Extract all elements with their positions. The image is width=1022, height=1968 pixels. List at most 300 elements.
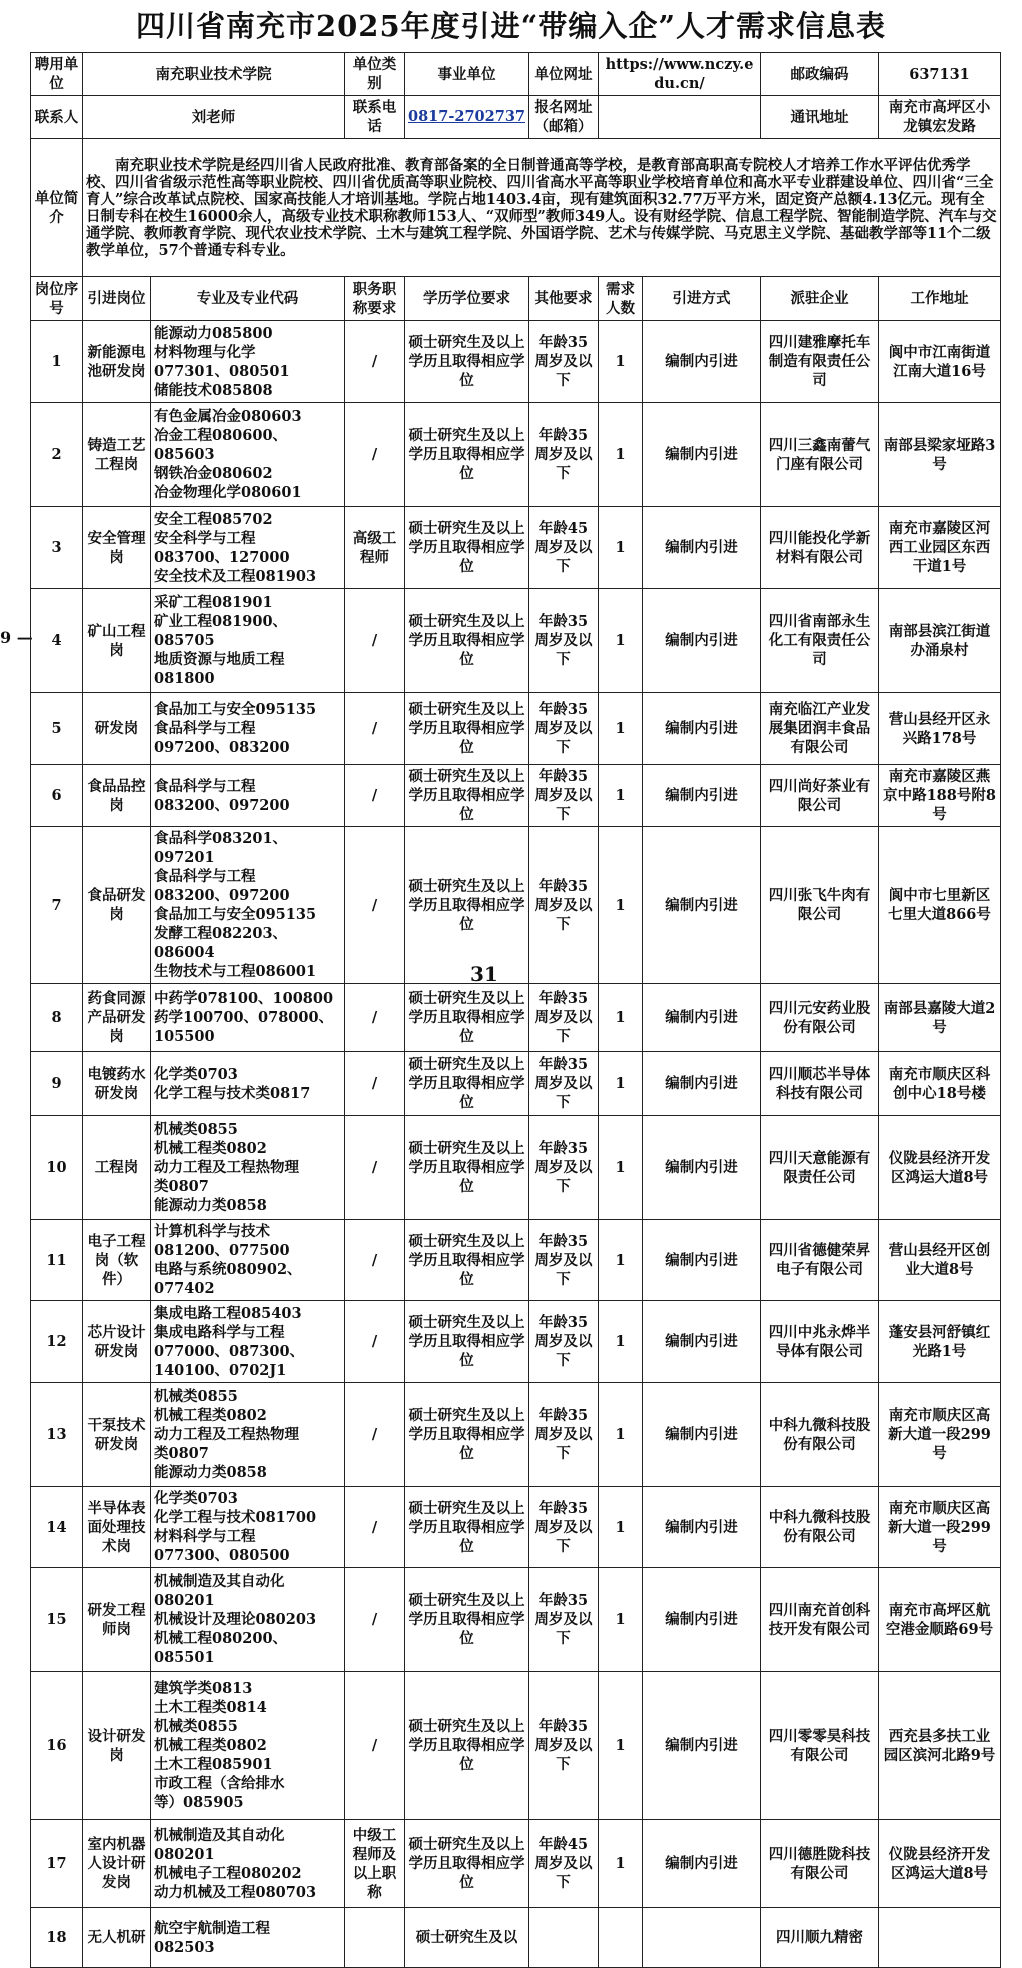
row-no: 2 [31, 403, 83, 507]
header-col-company: 派驻企业 [761, 277, 879, 321]
row-major [151, 1383, 345, 1487]
address-label: 通讯地址 [761, 96, 879, 139]
row-company: 四川尚好茶业有限公司 [761, 765, 879, 827]
major-line: 化学类0703 [154, 1065, 238, 1083]
major-line: 食品科学与工程 [154, 868, 256, 885]
row-company: 四川中兆永烨半导体有限公司 [761, 1301, 879, 1383]
table-row [31, 589, 1001, 693]
row-other: 年龄35周岁及以下 [529, 403, 599, 507]
major-line: 化学工程与技术类0817 [154, 1084, 311, 1102]
major-line: 077402 [154, 1280, 215, 1297]
row-address: 仪陇县经济开发区鸿运大道8号 [879, 1116, 1001, 1220]
row-address: 南部县梁家垭路3号 [879, 403, 1001, 507]
header-col-edu: 学历学位要求 [405, 277, 529, 321]
major-line: 机械工程类0802 [154, 1407, 267, 1424]
major-line: 食品加工与安全095135 [154, 701, 317, 718]
row-edu: 硕士研究生及以上学历且取得相应学位 [405, 1116, 529, 1220]
row-company: 四川能投化学新材料有限公司 [761, 507, 879, 589]
website-label: 单位网址 [529, 53, 599, 96]
row-post: 芯片设计研发岗 [83, 1301, 151, 1383]
major-line: 动力工程及工程热物理 [154, 1159, 299, 1176]
header-col-count: 需求人数 [599, 277, 643, 321]
header-col-title: 职务职称要求 [345, 277, 405, 321]
info-row-contact [31, 96, 1001, 139]
major-line: 有色金属冶金080603 [154, 408, 302, 425]
row-title-req: / [345, 1301, 405, 1383]
row-title-req: 中级工程师及以上职称 [345, 1820, 405, 1908]
header-col-address: 工作地址 [879, 277, 1001, 321]
major-line: 077000、087300、 [154, 1342, 305, 1360]
header-col-other: 其他要求 [529, 277, 599, 321]
major-line: 机械类0855 [154, 1121, 238, 1138]
row-company: 四川三鑫南蕾气门座有限公司 [761, 403, 879, 507]
major-line: 类0807 [154, 1178, 209, 1195]
row-method [643, 1908, 761, 1968]
major-line: 机械工程080200、 [154, 1630, 288, 1647]
row-address: 南充市顺庆区高新大道一段299号 [879, 1487, 1001, 1568]
row-other: 年龄35周岁及以下 [529, 1116, 599, 1220]
row-edu: 硕士研究生及以上学历且取得相应学位 [405, 507, 529, 589]
major-line: 机械类0855 [154, 1388, 238, 1405]
row-edu: 硕士研究生及以上学历且取得相应学位 [405, 589, 529, 693]
email-label: 报名网址（邮箱） [529, 96, 599, 139]
talent-demand-table [30, 52, 1001, 1968]
employer-label: 聘用单位 [31, 53, 83, 96]
website-value[interactable]: https://www.nczy.edu.cn/ [599, 53, 761, 96]
table-row [31, 1116, 1001, 1220]
major-line: 生物技术与工程086001 [154, 963, 317, 980]
row-major [151, 827, 345, 984]
major-line: 082503 [154, 1938, 215, 1956]
major-line: 083200、097200 [154, 887, 290, 904]
header-col-no: 岗位序号 [31, 277, 83, 321]
table-row [31, 1568, 1001, 1672]
row-method: 编制内引进 [643, 693, 761, 765]
row-count: 1 [599, 1568, 643, 1672]
major-line: 086004 [154, 944, 215, 961]
row-post: 研发工程师岗 [83, 1568, 151, 1672]
table-row [31, 1487, 1001, 1568]
row-other: 年龄35周岁及以下 [529, 765, 599, 827]
row-edu: 硕士研究生及以上学历且取得相应学位 [405, 693, 529, 765]
header-col-post: 引进岗位 [83, 277, 151, 321]
row-address: 阆中市江南街道江南大道16号 [879, 321, 1001, 403]
row-count: 1 [599, 1052, 643, 1116]
row-major [151, 1220, 345, 1301]
row-no: 14 [31, 1487, 83, 1568]
major-line: 机械工程类0802 [154, 1140, 267, 1157]
major-line: 097201 [154, 849, 215, 866]
row-other: 年龄35周岁及以下 [529, 1052, 599, 1116]
table-row [31, 321, 1001, 403]
address-value: 南充市高坪区小龙镇宏发路 [879, 96, 1001, 139]
row-post: 工程岗 [83, 1116, 151, 1220]
row-edu: 硕士研究生及以上学历且取得相应学位 [405, 1568, 529, 1672]
row-company: 四川省德健荣昇电子有限公司 [761, 1220, 879, 1301]
row-count: 1 [599, 1672, 643, 1820]
row-company: 四川元安药业股份有限公司 [761, 984, 879, 1052]
unit-type-value: 事业单位 [405, 53, 529, 96]
row-address: 营山县经开区永兴路178号 [879, 693, 1001, 765]
table-row [31, 693, 1001, 765]
row-edu: 硕士研究生及以上学历且取得相应学位 [405, 403, 529, 507]
row-post: 室内机器人设计研发岗 [83, 1820, 151, 1908]
row-post: 干泵技术研发岗 [83, 1383, 151, 1487]
major-line: 081200、077500 [154, 1242, 290, 1259]
row-method: 编制内引进 [643, 1568, 761, 1672]
row-other: 年龄35周岁及以下 [529, 321, 599, 403]
row-no: 16 [31, 1672, 83, 1820]
major-line: 食品科学与工程 [154, 720, 256, 737]
row-count: 1 [599, 693, 643, 765]
row-edu: 硕士研究生及以上学历且取得相应学位 [405, 1220, 529, 1301]
row-other: 年龄35周岁及以下 [529, 984, 599, 1052]
row-method: 编制内引进 [643, 1383, 761, 1487]
row-major [151, 1568, 345, 1672]
major-line: 077301、080501 [154, 362, 290, 380]
row-edu: 硕士研究生及以上学历且取得相应学位 [405, 1383, 529, 1487]
postcode-label: 邮政编码 [761, 53, 879, 96]
row-edu: 硕士研究生及以上学历且取得相应学位 [405, 1301, 529, 1383]
major-line: 动力工程及工程热物理 [154, 1426, 299, 1443]
intro-text: 南充职业技术学院是经四川省人民政府批准、教育部备案的全日制普通高等学校，是教育部高职高专院校人才培养工作水平评估优秀学校、四川省省级示范性高等职业院校、四川省优质高等职业院校、四川省高水平高等职业学校培育单位和高水平专业群建设单位、四川省“三全育人”综合改革试点院校、国家高技能人才培训基地。学院占地1403.4亩，现有建筑面积32.77万平方米，固定资产总额4.13亿元。现有全日制专科在校生16000余人，高级专业技术职称教师153人、“双师型”教师349人。设有财经学院、信息工程学院、智能制造学院、汽车与交通学院、教师教育学院、现代农业技术学院、土木与建筑工程学院、外国语学院、艺术与传媒学院、马克思主义学院、基础教学部等11个二级教学单位，57个普通专科专业。 [83, 139, 1001, 277]
major-line: 等）085905 [154, 1794, 244, 1811]
row-title-req: / [345, 1116, 405, 1220]
row-major [151, 403, 345, 507]
row-other [529, 1908, 599, 1968]
row-method: 编制内引进 [643, 1220, 761, 1301]
row-edu: 硕士研究生及以上学历且取得相应学位 [405, 1820, 529, 1908]
major-line: 材料物理与化学 [154, 343, 256, 361]
header-col-major: 专业及专业代码 [151, 277, 345, 321]
row-title-req: / [345, 1052, 405, 1116]
major-line: 类0807 [154, 1445, 209, 1462]
row-company: 四川建雅摩托车制造有限责任公司 [761, 321, 879, 403]
row-post: 新能源电池研发岗 [83, 321, 151, 403]
row-title-req: / [345, 1220, 405, 1301]
row-no: 3 [31, 507, 83, 589]
major-line: 材料科学与工程 [154, 1528, 256, 1545]
page-title: 四川省南充市2025年度引进“带编入企”人才需求信息表 [135, 9, 887, 43]
major-line: 机械制造及其自动化 [154, 1826, 285, 1844]
major-line: 化学工程与技术081700 [154, 1509, 317, 1526]
table-row [31, 1052, 1001, 1116]
row-other: 年龄35周岁及以下 [529, 1220, 599, 1301]
row-address: 蓬安县河舒镇红光路1号 [879, 1301, 1001, 1383]
row-post: 食品研发岗 [83, 827, 151, 984]
row-company: 四川德胜陇科技有限公司 [761, 1820, 879, 1908]
margin-mark: 9 — [0, 628, 33, 647]
major-line: 097200、083200 [154, 739, 290, 756]
row-company: 四川省南部永生化工有限责任公司 [761, 589, 879, 693]
major-line: 中药学078100、100800 [154, 990, 334, 1007]
major-line: 083700、127000 [154, 548, 290, 566]
major-line: 安全技术及工程081903 [154, 567, 317, 585]
row-edu: 硕士研究生及以上学历且取得相应学位 [405, 321, 529, 403]
row-major [151, 693, 345, 765]
row-method: 编制内引进 [643, 984, 761, 1052]
major-line: 081800 [154, 670, 215, 687]
table-row [31, 1908, 1001, 1968]
row-method: 编制内引进 [643, 827, 761, 984]
row-other: 年龄35周岁及以下 [529, 1487, 599, 1568]
row-method: 编制内引进 [643, 1116, 761, 1220]
table-row [31, 1820, 1001, 1908]
major-line: 机械设计及理论080203 [154, 1611, 317, 1628]
row-edu: 硕士研究生及以上学历且取得相应学位 [405, 984, 529, 1052]
row-no: 7 [31, 827, 83, 984]
unit-type-label: 单位类别 [345, 53, 405, 96]
row-other: 年龄35周岁及以下 [529, 693, 599, 765]
major-line: 矿业工程081900、 [154, 613, 288, 630]
major-line: 采矿工程081901 [154, 594, 273, 611]
row-method: 编制内引进 [643, 1672, 761, 1820]
table-row [31, 1301, 1001, 1383]
major-line: 080201 [154, 1845, 215, 1863]
row-title-req: / [345, 693, 405, 765]
major-line: 080201 [154, 1592, 215, 1609]
row-major [151, 1116, 345, 1220]
phone-value[interactable] [405, 96, 529, 139]
row-major [151, 1820, 345, 1908]
row-method: 编制内引进 [643, 589, 761, 693]
table-row [31, 1383, 1001, 1487]
major-line: 机械类0855 [154, 1718, 238, 1735]
row-other: 年龄45周岁及以下 [529, 507, 599, 589]
row-major [151, 984, 345, 1052]
row-count: 1 [599, 1820, 643, 1908]
major-line: 土木工程085901 [154, 1756, 273, 1773]
row-title-req: / [345, 1672, 405, 1820]
row-edu: 硕士研究生及以上学历且取得相应学位 [405, 765, 529, 827]
major-line: 083200、097200 [154, 796, 290, 814]
major-line: 集成电路科学与工程 [154, 1323, 285, 1341]
major-line: 机械工程类0802 [154, 1737, 267, 1754]
major-line: 安全工程085702 [154, 510, 273, 528]
row-other: 年龄35周岁及以下 [529, 1568, 599, 1672]
major-line: 化学类0703 [154, 1490, 238, 1507]
row-address: 南部县滨江街道办涌泉村 [879, 589, 1001, 693]
row-no: 10 [31, 1116, 83, 1220]
row-company: 四川南充首创科技开发有限公司 [761, 1568, 879, 1672]
row-count: 1 [599, 765, 643, 827]
row-method: 编制内引进 [643, 1820, 761, 1908]
postcode-value: 637131 [879, 53, 1001, 96]
row-count: 1 [599, 589, 643, 693]
major-line: 冶金工程080600、 [154, 427, 288, 444]
row-title-req: / [345, 403, 405, 507]
row-company: 中科九微科技股份有限公司 [761, 1487, 879, 1568]
row-count: 1 [599, 403, 643, 507]
row-major [151, 765, 345, 827]
table-row [31, 403, 1001, 507]
major-line: 能源动力类0858 [154, 1197, 267, 1214]
row-no: 17 [31, 1820, 83, 1908]
row-title-req: / [345, 1487, 405, 1568]
row-post: 无人机研 [83, 1908, 151, 1968]
row-no: 12 [31, 1301, 83, 1383]
row-major [151, 1052, 345, 1116]
row-other: 年龄35周岁及以下 [529, 589, 599, 693]
row-post: 食品品控岗 [83, 765, 151, 827]
row-major [151, 1908, 345, 1968]
major-line: 机械电子工程080202 [154, 1864, 302, 1882]
row-no: 1 [31, 321, 83, 403]
row-count: 1 [599, 1301, 643, 1383]
row-title-req: / [345, 589, 405, 693]
row-major [151, 1487, 345, 1568]
table-row [31, 507, 1001, 589]
major-line: 安全科学与工程 [154, 529, 256, 547]
row-company: 四川天意能源有限责任公司 [761, 1116, 879, 1220]
row-company: 四川顺芯半导体科技有限公司 [761, 1052, 879, 1116]
row-no: 9 [31, 1052, 83, 1116]
info-row-intro [31, 139, 1001, 277]
row-title-req: / [345, 1383, 405, 1487]
row-other: 年龄35周岁及以下 [529, 1301, 599, 1383]
row-count: 1 [599, 1220, 643, 1301]
email-value [599, 96, 761, 139]
row-major [151, 507, 345, 589]
row-company: 四川零零昊科技有限公司 [761, 1672, 879, 1820]
row-address: 南充市顺庆区科创中心18号楼 [879, 1052, 1001, 1116]
row-no: 11 [31, 1220, 83, 1301]
row-other: 年龄35周岁及以下 [529, 1383, 599, 1487]
row-address [879, 1908, 1001, 1968]
row-no: 15 [31, 1568, 83, 1672]
major-line: 能源动力085800 [154, 324, 273, 342]
major-line: 发酵工程082203、 [154, 925, 288, 942]
row-post: 电镀药水研发岗 [83, 1052, 151, 1116]
row-post: 药食同源产品研发岗 [83, 984, 151, 1052]
row-edu: 硕士研究生及以上学历且取得相应学位 [405, 1672, 529, 1820]
row-count: 1 [599, 507, 643, 589]
major-line: 140100、0702J1 [154, 1361, 287, 1379]
row-count: 1 [599, 1116, 643, 1220]
major-line: 085705 [154, 632, 215, 649]
major-line: 储能技术085808 [154, 381, 273, 399]
row-post: 研发岗 [83, 693, 151, 765]
row-title-req: / [345, 1568, 405, 1672]
row-title-req [345, 1908, 405, 1968]
major-line: 食品加工与安全095135 [154, 906, 317, 923]
phone-label: 联系电话 [345, 96, 405, 139]
row-company: 四川张飞牛肉有限公司 [761, 827, 879, 984]
major-line: 077300、080500 [154, 1547, 290, 1564]
row-method: 编制内引进 [643, 1301, 761, 1383]
row-company: 四川顺九精密 [761, 1908, 879, 1968]
major-line: 集成电路工程085403 [154, 1304, 302, 1322]
intro-label: 单位简介 [31, 139, 83, 277]
row-method: 编制内引进 [643, 1052, 761, 1116]
row-post: 矿山工程岗 [83, 589, 151, 693]
row-post: 电子工程岗（软件） [83, 1220, 151, 1301]
major-line: 药学100700、078000、 [154, 1009, 334, 1026]
row-major [151, 589, 345, 693]
row-count [599, 1908, 643, 1968]
major-line: 土木工程类0814 [154, 1699, 267, 1716]
page-number: 31 [470, 962, 498, 986]
row-count: 1 [599, 1487, 643, 1568]
major-line: 计算机科学与技术 [154, 1223, 270, 1240]
major-line: 机械制造及其自动化 [154, 1573, 285, 1590]
major-line: 建筑学类0813 [154, 1680, 253, 1697]
major-line: 冶金物理化学080601 [154, 484, 302, 501]
row-title-req: 高级工程师 [345, 507, 405, 589]
row-title-req: / [345, 984, 405, 1052]
info-row-employer [31, 53, 1001, 96]
row-method: 编制内引进 [643, 403, 761, 507]
row-major [151, 321, 345, 403]
row-address: 阆中市七里新区七里大道866号 [879, 827, 1001, 984]
phone-link[interactable]: 0817-2702737 [408, 108, 525, 125]
table-row [31, 984, 1001, 1052]
row-title-req: / [345, 321, 405, 403]
row-count: 1 [599, 321, 643, 403]
row-no: 5 [31, 693, 83, 765]
row-address: 南部县嘉陵大道2号 [879, 984, 1001, 1052]
major-line: 105500 [154, 1028, 215, 1045]
row-other: 年龄45周岁及以下 [529, 1820, 599, 1908]
major-line: 航空宇航制造工程 [154, 1919, 270, 1937]
contact-value: 刘老师 [83, 96, 345, 139]
row-address: 营山县经开区创业大道8号 [879, 1220, 1001, 1301]
row-edu: 硕士研究生及以上学历且取得相应学位 [405, 827, 529, 984]
major-line: 085603 [154, 446, 215, 463]
table-row [31, 765, 1001, 827]
table-row [31, 1220, 1001, 1301]
row-address: 南充市嘉陵区燕京中路188号附8号 [879, 765, 1001, 827]
contact-label: 联系人 [31, 96, 83, 139]
row-method: 编制内引进 [643, 321, 761, 403]
row-address: 南充市高坪区航空港金顺路69号 [879, 1568, 1001, 1672]
row-edu: 硕士研究生及以上学历且取得相应学位 [405, 1052, 529, 1116]
row-company: 南充临江产业发展集团润丰食品有限公司 [761, 693, 879, 765]
row-method: 编制内引进 [643, 765, 761, 827]
row-title-req: / [345, 827, 405, 984]
employer-value: 南充职业技术学院 [83, 53, 345, 96]
row-title-req: / [345, 765, 405, 827]
header-col-method: 引进方式 [643, 277, 761, 321]
major-line: 电路与系统080902、 [154, 1261, 302, 1278]
row-major [151, 1301, 345, 1383]
major-line: 085501 [154, 1649, 215, 1666]
row-post: 安全管理岗 [83, 507, 151, 589]
row-address: 仪陇县经济开发区鸿运大道8号 [879, 1820, 1001, 1908]
row-other: 年龄35周岁及以下 [529, 1672, 599, 1820]
row-other: 年龄35周岁及以下 [529, 827, 599, 984]
row-post: 设计研发岗 [83, 1672, 151, 1820]
major-line: 能源动力类0858 [154, 1464, 267, 1481]
row-edu: 硕士研究生及以 [405, 1908, 529, 1968]
row-post: 铸造工艺工程岗 [83, 403, 151, 507]
major-line: 市政工程（含给排水 [154, 1775, 285, 1792]
table-row [31, 827, 1001, 984]
row-edu: 硕士研究生及以上学历且取得相应学位 [405, 1487, 529, 1568]
row-post: 半导体表面处理技术岗 [83, 1487, 151, 1568]
row-method: 编制内引进 [643, 507, 761, 589]
row-count: 1 [599, 984, 643, 1052]
row-company: 中科九微科技股份有限公司 [761, 1383, 879, 1487]
row-no: 6 [31, 765, 83, 827]
major-line: 食品科学083201、 [154, 830, 288, 847]
table-row [31, 1672, 1001, 1820]
row-no: 13 [31, 1383, 83, 1487]
major-line: 食品科学与工程 [154, 777, 256, 795]
major-line: 地质资源与地质工程 [154, 651, 285, 668]
row-count: 1 [599, 827, 643, 984]
row-no: 18 [31, 1908, 83, 1968]
